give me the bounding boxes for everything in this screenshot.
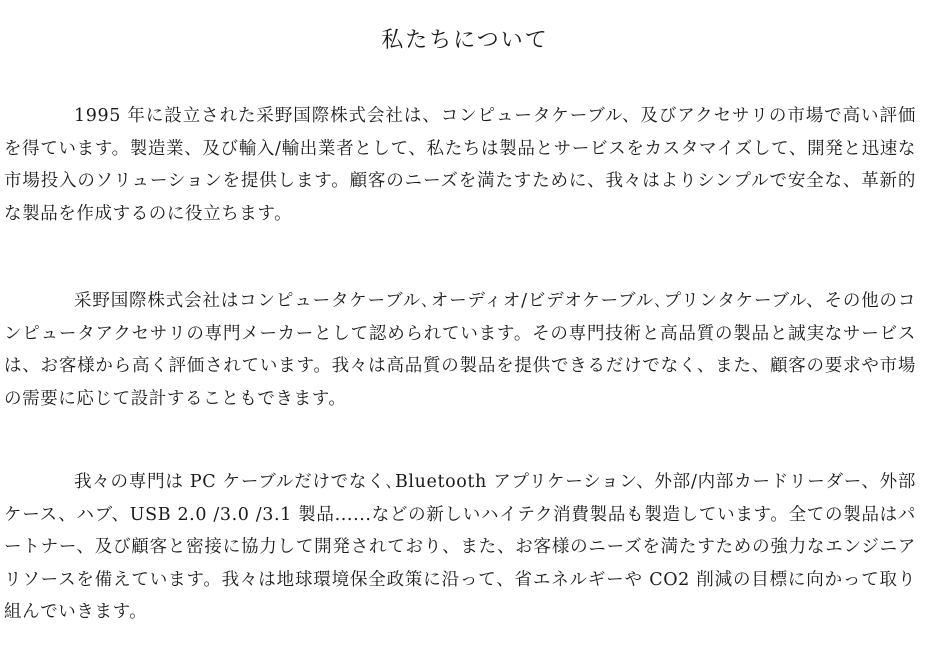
paragraph-products: 采野国際株式会社はコンピュータケーブル､オーディオ/ビデオケーブル､プリンタケーブル、その他のコンピュータアクセサリの専門メーカーとして認められています。その専門技術と高品質の製品と誠実なサービスは、お客様から高く評価されています。我々は高品質の製品を提供できるだけでなく、また、顧客の要求や市場の需要に応じて設計することもできます。 [4,291,916,409]
page-title: 私たちについて [381,28,549,53]
paragraph-history: 1995 年に設立された采野国際株式会社は、コンピュータケーブル、及びアクセサリの市場で高い評価を得ています。製造業、及び輸入/輸出業者として、私たちは製品とサービスをカスタマイズして、開発と迅速な市場投入のソリューションを提供します。顧客のニーズを満たすために、我々はよりシンプルで安全な、革新的な製品を作成するのに役立ちます。 [4,106,916,224]
paragraph-expertise: 我々の専門は PC ケーブルだけでなく､Bluetooth アプリケーション、外部/内部カードリーダー、外部ケース、ハブ、USB 2.0 /3.0 /3.1 製品......などの新しいハイテク消費製品も製造しています。全ての製品はパートナー、及び顧客と密接に協力して開発されており、また、お客様のニーズを満たすための強力なエンジニアリソースを備えています。我々は地球環境保全政策に沿って、省エネルギーや CO2 削減の目標に向かって取り組んでいきます。 [4,472,916,622]
